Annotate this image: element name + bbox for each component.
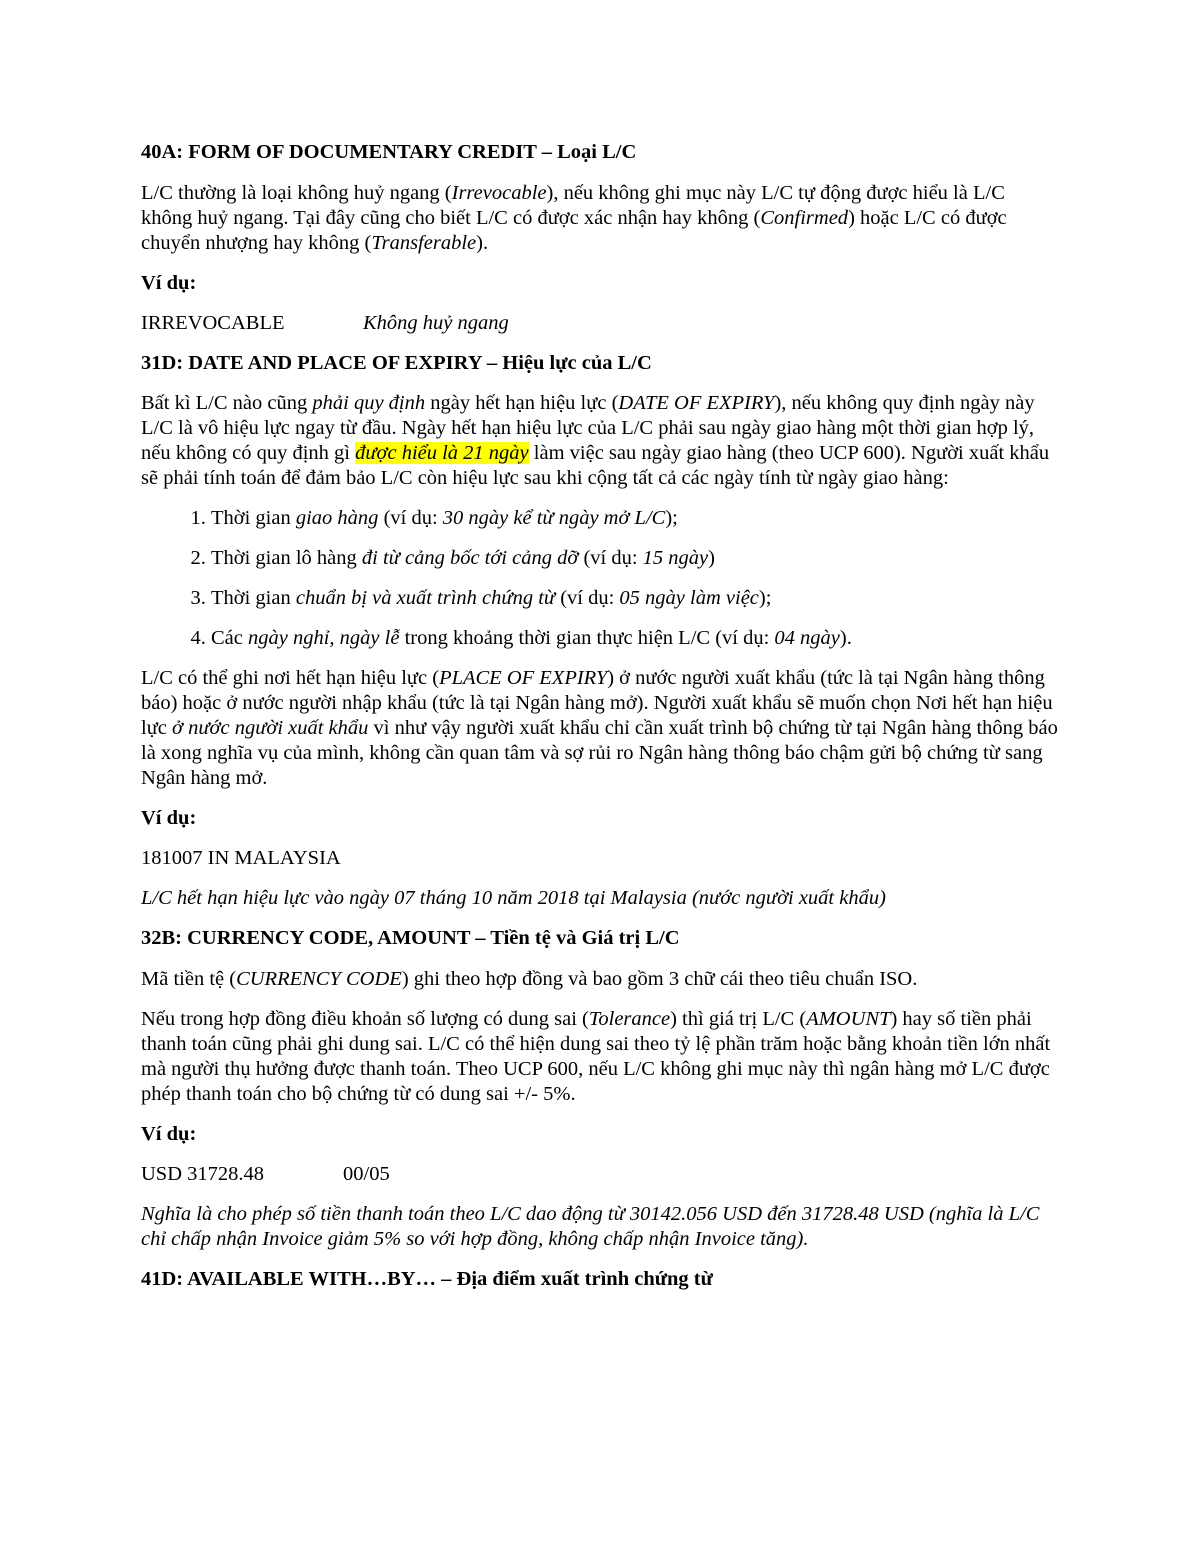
italic-text: ở nước người xuất khẩu [172, 717, 369, 740]
example-tolerance: 00/05 [343, 1162, 390, 1185]
numbered-list [141, 506, 1061, 651]
text-run: ) hoặc L/C có được chuyển nhượng hay không ( [141, 206, 1007, 254]
italic-text: phải quy định [312, 392, 426, 415]
text-run: Thời gian [211, 507, 296, 530]
italic-text: 15 ngày [642, 547, 709, 570]
example-meaning: L/C hết hạn hiệu lực vào ngày 07 tháng 10 năm 2018 tại Malaysia (nước người xuất khẩu) [141, 887, 886, 910]
italic-text: đi từ cảng bốc tới cảng dỡ [361, 547, 579, 570]
document-content [141, 140, 1061, 1308]
section-heading: 41D: AVAILABLE WITH…BY… – Địa điểm xuất trình chứng từ [141, 1267, 713, 1290]
text-run: ) thì giá trị L/C ( [670, 1007, 807, 1030]
section-32b [141, 926, 1061, 1252]
paragraph [141, 391, 1061, 491]
italic-text: 30 ngày kể từ ngày mở L/C [442, 507, 666, 530]
paragraph [141, 666, 1061, 791]
section-31d [141, 351, 1061, 912]
section-heading: 31D: DATE AND PLACE OF EXPIRY – Hiệu lực của L/C [141, 351, 652, 374]
italic-text: giao hàng [295, 507, 379, 530]
list-item [211, 626, 1061, 651]
example-row [141, 1162, 1061, 1187]
italic-text: Irrevocable [451, 181, 547, 204]
text-run: Nếu trong hợp đồng điều khoản số lượng có dung sai ( [141, 1007, 589, 1030]
italic-text: Transferable [371, 231, 477, 254]
section-40a [141, 140, 1061, 336]
italic-text: Confirmed [760, 206, 849, 229]
text-run: ), nếu không quy định ngày này L/C là vô hiệu lực ngay từ đầu. Ngày hết hạn hiệu lực của L/C phải sau ngày giao hàng một thời gian hợp lý, nếu không có quy định gì [141, 392, 1035, 465]
section-heading: 32B: CURRENCY CODE, AMOUNT – Tiền tệ và Giá trị L/C [141, 927, 680, 950]
paragraph [141, 967, 1061, 992]
text-run: Mã tiền tệ ( [141, 967, 237, 990]
example-code: IRREVOCABLE [141, 311, 285, 334]
italic-text: ngày nghỉ, ngày lễ [248, 627, 400, 650]
italic-text: CURRENCY CODE [236, 967, 402, 990]
text-run: Các [211, 627, 248, 650]
italic-text: PLACE OF EXPIRY [439, 667, 608, 690]
list-item [211, 586, 1061, 611]
italic-text: 04 ngày [774, 627, 840, 650]
text-run: ); [758, 587, 772, 610]
text-run: Thời gian lô hàng [211, 547, 362, 570]
example-code: 181007 IN MALAYSIA [141, 847, 341, 870]
example-label: Ví dụ: [141, 807, 197, 830]
text-run: ) hay số tiền phải thanh toán cũng phải ghi dung sai. L/C có thể hiện dung sai theo tỷ lệ phần trăm hoặc bằng khoản tiền lớn nhất mà người thụ hưởng được thanh toán. Theo UCP 600, nếu L/C không ghi mục này thì ngân hàng mở L/C được phép thanh toán cho bộ chứng từ có dung sai +/- 5%. [141, 1007, 1051, 1105]
text-run: L/C có thể ghi nơi hết hạn hiệu lực ( [141, 667, 440, 690]
text-run: (ví dụ: [555, 587, 620, 610]
text-run: trong khoảng thời gian thực hiện L/C (ví dụ: [399, 627, 775, 650]
italic-text: được hiểu là 21 ngày [355, 442, 529, 465]
italic-text: Tolerance [588, 1007, 671, 1030]
text-run: (ví dụ: [578, 547, 643, 570]
example-code: USD 31728.48 [141, 1162, 265, 1185]
list-item [211, 546, 1061, 571]
text-run: làm việc sau ngày giao hàng (theo UCP 600). Người xuất khẩu sẽ phải tính toán để đảm bảo L/C còn hiệu lực sau khi cộng tất cả các ngày tính từ ngày giao hàng: [141, 442, 1050, 490]
text-run: (ví dụ: [378, 507, 443, 530]
example-label: Ví dụ: [141, 1122, 197, 1145]
section-heading: 40A: FORM OF DOCUMENTARY CREDIT – Loại L/C [141, 141, 637, 163]
section-41d [141, 1267, 1061, 1293]
paragraph [141, 1007, 1061, 1107]
text-run: ); [665, 507, 678, 530]
italic-text: DATE OF EXPIRY [618, 392, 775, 415]
text-run: ) [708, 547, 715, 570]
text-run: ), nếu không ghi mục này L/C tự động được hiểu là L/C không huỷ ngang. Tại đây cũng cho biết L/C có được xác nhận hay không ( [141, 181, 1005, 229]
text-run: ) ghi theo hợp đồng và bao gồm 3 chữ cái theo tiêu chuẩn ISO. [401, 967, 918, 990]
paragraph [141, 181, 1061, 256]
text-run: Bất kì L/C nào cũng [141, 392, 313, 415]
example-row [141, 311, 1061, 336]
text-run: ) ở nước người xuất khẩu (tức là tại Ngân hàng thông báo) hoặc ở nước người nhập khẩu (tức là tại Ngân hàng mở). Người xuất khẩu sẽ muốn chọn Nơi hết hạn hiệu lực [141, 667, 1053, 740]
text-run: ). [839, 627, 852, 650]
italic-text: AMOUNT [806, 1007, 891, 1030]
text-run: ). [476, 231, 489, 254]
text-run: ngày hết hạn hiệu lực ( [425, 392, 619, 415]
example-meaning: Nghĩa là cho phép số tiền thanh toán theo L/C dao động từ 30142.056 USD đến 31728.48 USD (nghĩa là L/C chỉ chấp nhận Invoice giảm 5% so với hợp đồng, không chấp nhận Invoice tăng). [141, 1202, 1040, 1250]
italic-text: 05 ngày làm việc [619, 587, 759, 610]
text-run: Thời gian [211, 587, 296, 610]
example-label: Ví dụ: [141, 271, 197, 294]
italic-text: chuẩn bị và xuất trình chứng từ [295, 587, 556, 610]
list-item [211, 506, 1061, 531]
text-run: L/C thường là loại không huỷ ngang ( [141, 181, 452, 204]
example-meaning: Không huỷ ngang [363, 311, 509, 334]
text-run: vì như vậy người xuất khẩu chỉ cần xuất trình bộ chứng từ tại Ngân hàng thông báo là xong nghĩa vụ của mình, không cần quan tâm và sợ rủi ro Ngân hàng thông báo chậm gửi bộ chứng từ sang Ngân hàng mở. [141, 717, 1058, 790]
